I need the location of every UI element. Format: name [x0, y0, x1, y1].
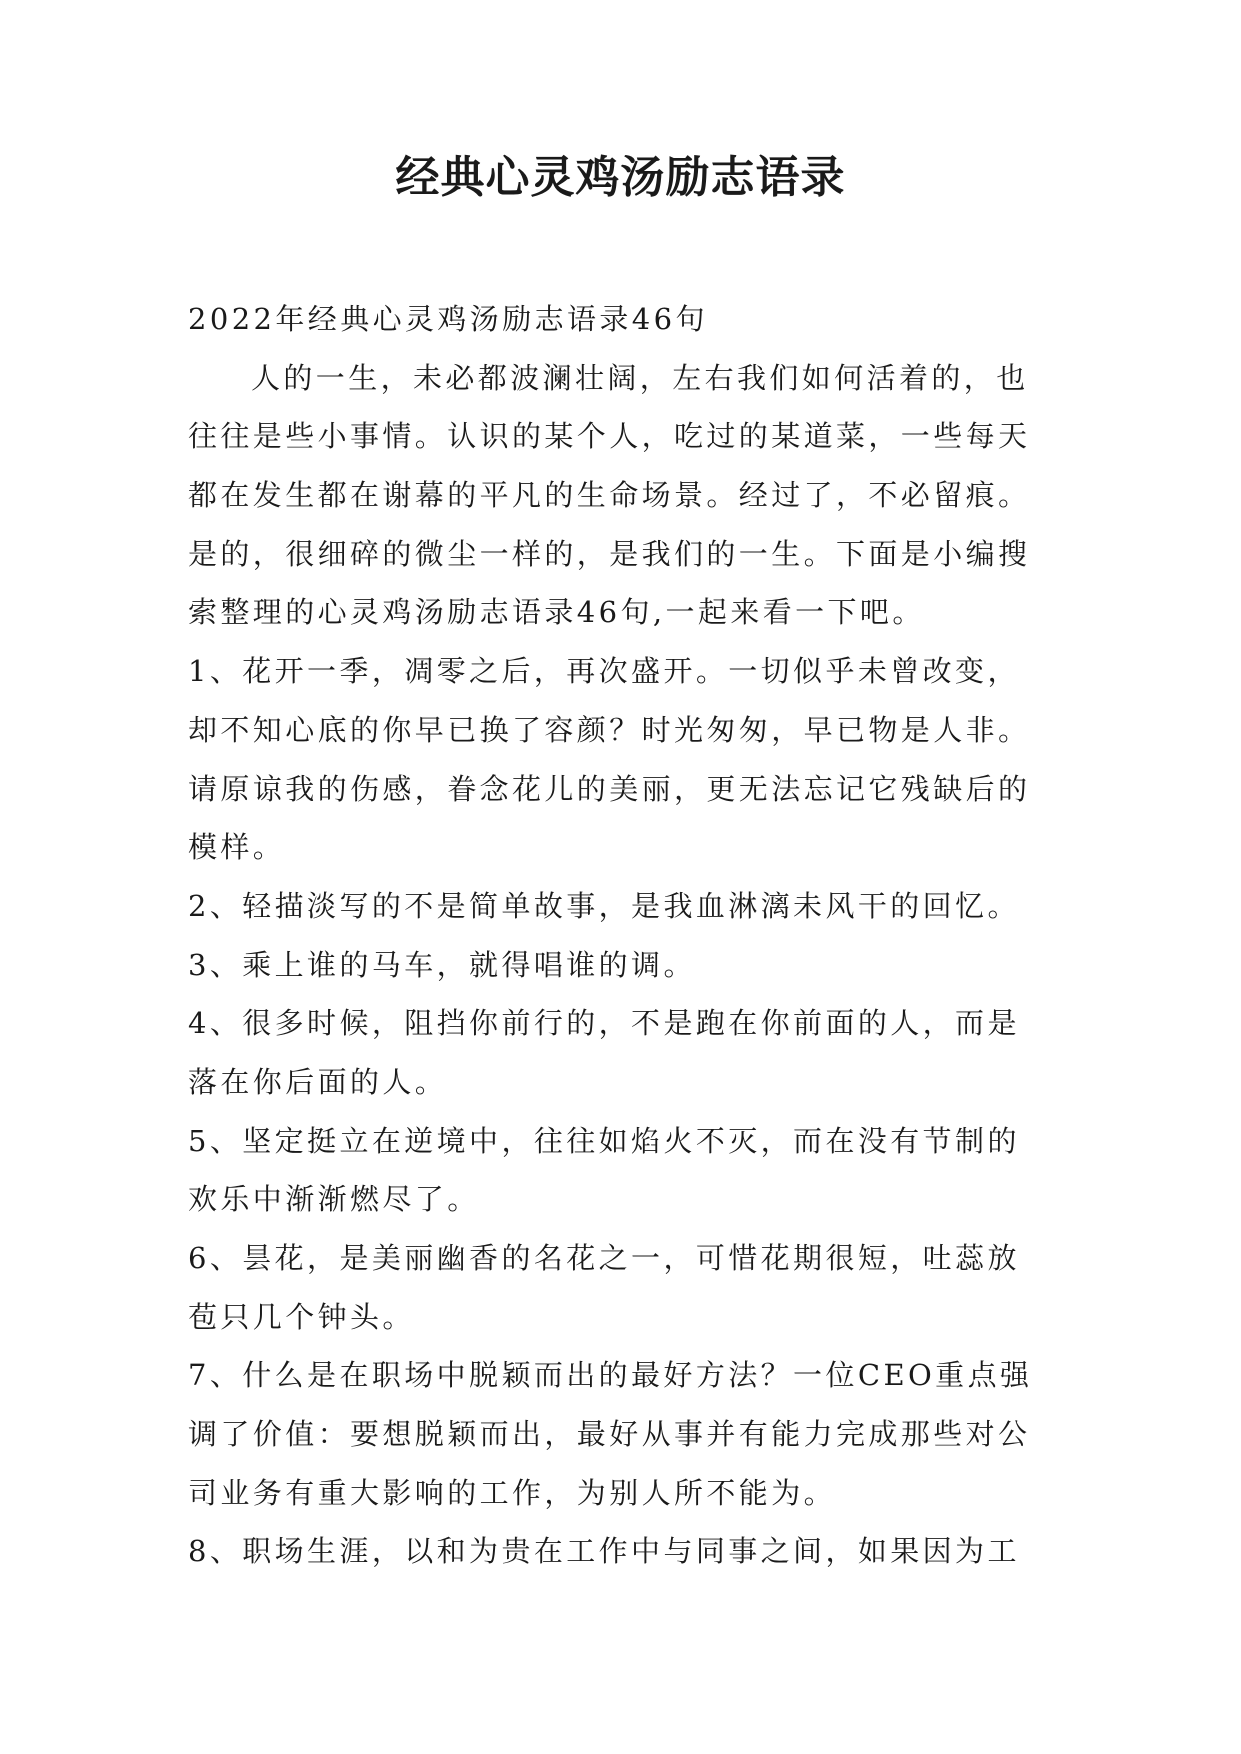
- quote-line: 模样。: [188, 830, 286, 865]
- intro-line: 往往是些小事情。认识的某个人，吃过的某道菜，一些每天: [188, 419, 1031, 454]
- quote-line: 5、坚定挺立在逆境中，往往如焰火不灭，而在没有节制的: [188, 1123, 1020, 1158]
- intro-line: 是的，很细碎的微尘一样的，是我们的一生。下面是小编搜: [188, 536, 1031, 571]
- document-title: 经典心灵鸡汤励志语录: [395, 152, 846, 203]
- quote-line: 请原谅我的伤感，眷念花儿的美丽，更无法忘记它残缺后的: [188, 771, 1031, 806]
- intro-line: 索整理的心灵鸡汤励志语录46句,一起来看一下吧。: [188, 595, 925, 630]
- quote-line: 落在你后面的人。: [188, 1064, 448, 1099]
- subtitle-line: 2022年经典心灵鸡汤励志语录46句: [188, 302, 708, 336]
- intro-line: 人的一生，未必都波澜壮阔，左右我们如何活着的，也: [251, 360, 1029, 395]
- quote-line: 欢乐中渐渐燃尽了。: [188, 1182, 480, 1217]
- quote-line: 8、职场生涯，以和为贵在工作中与同事之间，如果因为工: [188, 1534, 1020, 1569]
- intro-line: 都在发生都在谢幕的平凡的生命场景。经过了，不必留痕。: [188, 478, 1031, 513]
- quote-line: 调了价值：要想脱颖而出，最好从事并有能力完成那些对公: [188, 1417, 1031, 1452]
- quote-line: 4、很多时候，阻挡你前行的，不是跑在你前面的人，而是: [188, 1006, 1020, 1041]
- quote-line: 3、乘上谁的马车，就得唱谁的调。: [188, 947, 696, 982]
- document-body: [188, 290, 1068, 1581]
- quote-line: 司业务有重大影响的工作，为别人所不能为。: [188, 1475, 837, 1510]
- quote-line: 却不知心底的你早已换了容颜？时光匆匆，早已物是人非。: [188, 712, 1031, 747]
- quote-line: 2、轻描淡写的不是简单故事，是我血淋漓未风干的回忆。: [188, 888, 1020, 923]
- quote-line: 7、什么是在职场中脱颖而出的最好方法？一位CEO重点强: [188, 1358, 1033, 1393]
- quote-line: 1、花开一季，凋零之后，再次盛开。一切似乎未曾改变，: [188, 654, 1020, 689]
- quote-line: 6、昙花，是美丽幽香的名花之一，可惜花期很短，吐蕊放: [188, 1241, 1020, 1275]
- quote-line: 苞只几个钟头。: [188, 1299, 415, 1334]
